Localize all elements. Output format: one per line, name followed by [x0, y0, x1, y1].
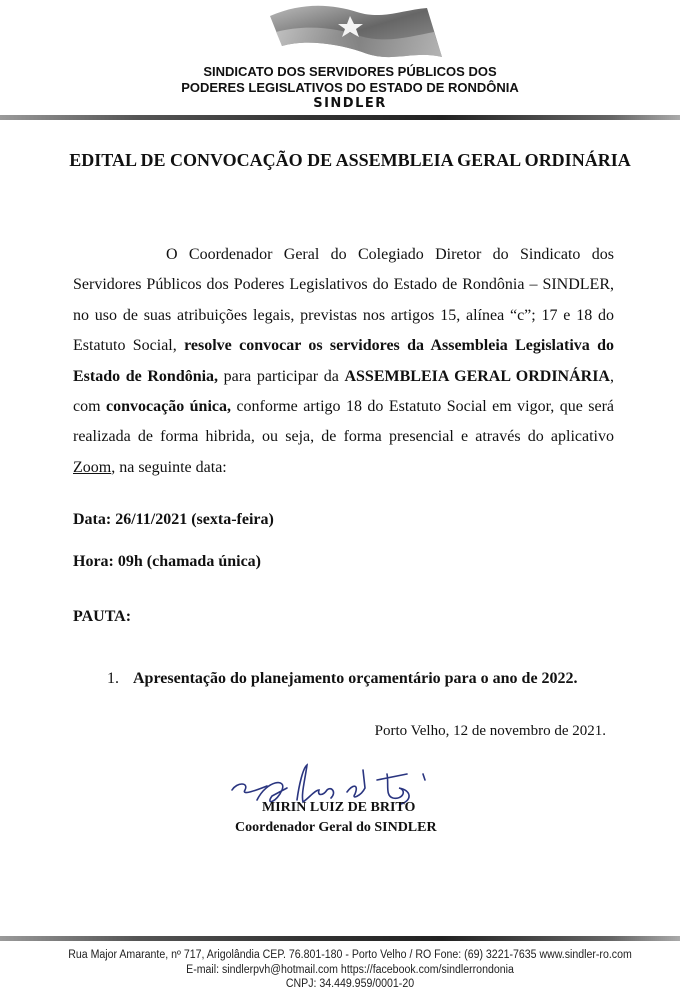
org-name-line2: PODERES LEGISLATIVOS DO ESTADO DE RONDÔNIA: [181, 80, 519, 95]
body-bold-1: resolve convocar os servidores da Assembleia Legislativa do Estado de Rondônia,: [73, 337, 614, 385]
meeting-date: Data: 26/11/2021 (sexta-feira): [73, 511, 274, 528]
footer-divider: [0, 936, 680, 941]
rondonia-flag-logo-icon: [262, 2, 452, 64]
zoom-app-link: Zoom: [73, 458, 112, 476]
header-divider: [0, 115, 680, 120]
body-bold-3: convocação única,: [106, 398, 231, 416]
body-paragraph: [73, 240, 614, 483]
document-title: EDITAL DE CONVOCAÇÃO DE ASSEMBLEIA GERAL ORDINÁRIA: [69, 150, 631, 170]
agenda-item: [107, 670, 578, 688]
agenda-heading: PAUTA:: [73, 608, 132, 625]
footer-cnpj: CNPJ: 34.449.959/0001-20: [285, 978, 415, 990]
body-bold-2: ASSEMBLEIA GERAL ORDINÁRIA: [344, 367, 610, 385]
agenda-item-number: 1.: [107, 670, 119, 687]
signatory-role: Coordenador Geral do SINDLER: [235, 820, 437, 835]
footer-contact: E-mail: sindlerpvh@hotmail.com https://facebook.com/sindlerrondonia: [186, 964, 514, 976]
agenda-item-text: Apresentação do planejamento orçamentário para o ano de 2022.: [133, 670, 578, 687]
body-text-3: , com: [73, 367, 614, 416]
meeting-time: Hora: 09h (chamada única): [73, 553, 261, 570]
signatory-name: MIRIN LUIZ DE BRITO: [262, 800, 416, 815]
body-text-5: , na seguinte data:: [111, 458, 227, 476]
place-and-date: Porto Velho, 12 de novembro de 2021.: [374, 723, 606, 739]
footer-address: Rua Major Amarante, nº 717, Arigolândia CEP. 76.801-180 - Porto Velho / RO Fone: (69) 3221-7635 www.sindler-ro.com: [68, 949, 632, 961]
body-text-1: O Coordenador Geral do Colegiado Diretor do Sindicato dos Servidores Públicos dos Poderes Legislativos do Estado de Rondônia – SINDLER, no uso de suas atribuições legais, previstas nos artigos 15, alínea “c”; 17 e 18 do Estatuto Social,: [73, 246, 614, 355]
org-acronym: SINDLER: [313, 96, 387, 111]
body-text-2: para participar da: [218, 367, 345, 385]
org-name-line1: SINDICATO DOS SERVIDORES PÚBLICOS DOS: [203, 64, 497, 79]
body-text-4: conforme artigo 18 do Estatuto Social em vigor, que será realizada de forma hibrida, ou seja, de forma presencial e através do aplicativo: [73, 398, 615, 446]
